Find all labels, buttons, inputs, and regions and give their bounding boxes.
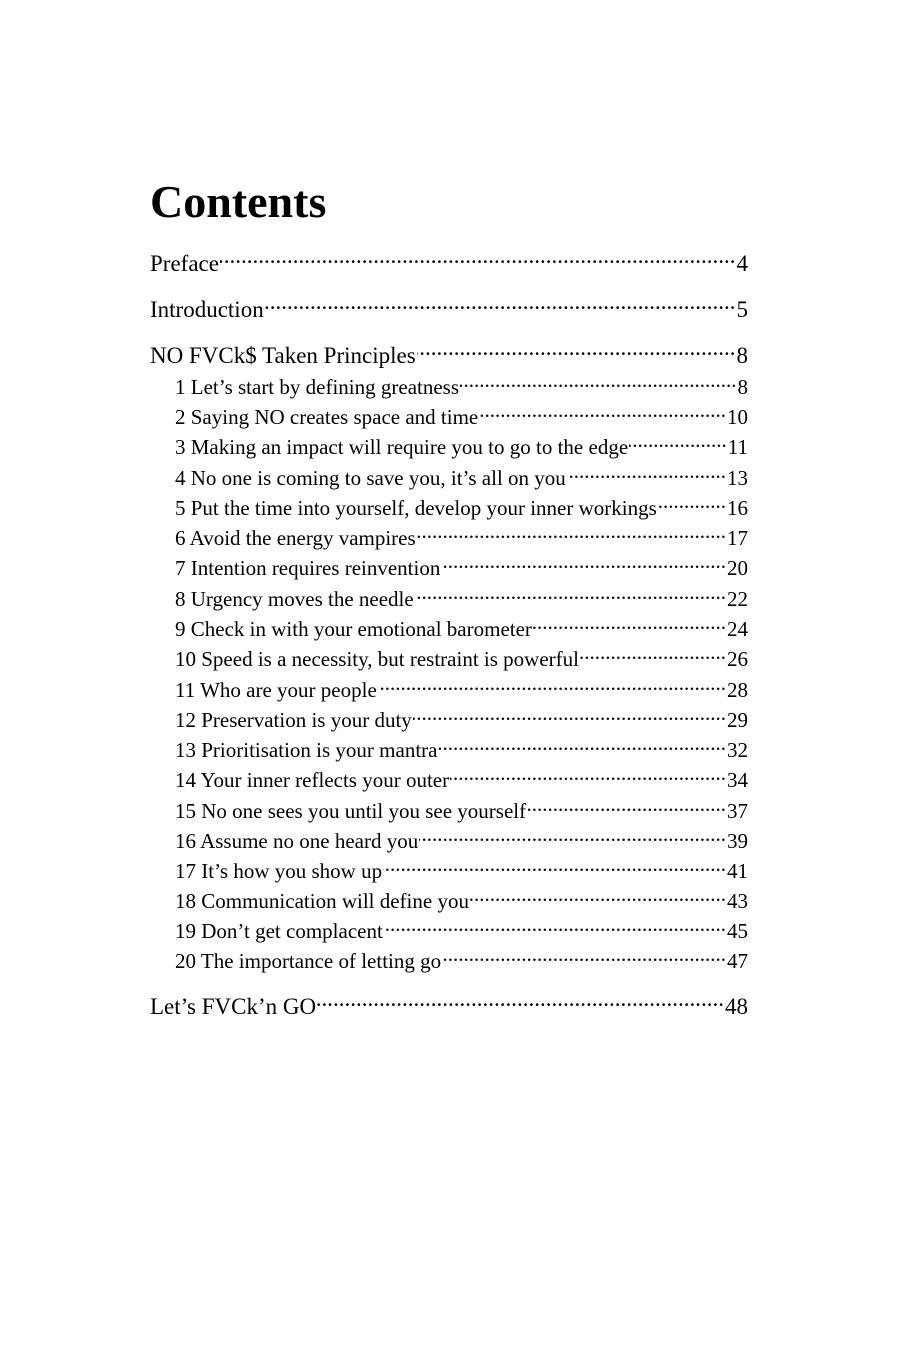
toc-page-number: 20 [727,556,748,580]
dot-leader [460,373,736,394]
toc-entry-label: NO FVCk$ Taken Principles [150,343,416,368]
toc-entry-chapter-3[interactable] [175,433,748,461]
toc-page-number: 16 [727,496,748,520]
dot-leader [442,947,726,968]
toc-entry-label: 7 Intention requires reinvention [175,556,441,580]
toc-entry-label: 1 Let’s start by defining greatness [175,375,460,399]
toc-entry-label: 9 Check in with your emotional barometer [175,617,532,641]
toc-page-number: 24 [727,617,748,641]
toc-entry-chapter-12[interactable] [175,706,748,734]
dot-leader [438,736,726,757]
toc-entry-chapter-10[interactable] [175,645,748,673]
toc-entry-label: 15 No one sees you until you see yourself [175,799,527,823]
toc-entry-label: 20 The importance of letting go [175,949,442,973]
dot-leader [629,433,727,454]
toc-entry-chapter-5[interactable] [175,494,748,522]
toc-page-number: 22 [727,587,748,611]
toc-entry-chapter-17[interactable] [175,857,748,885]
dot-leader [417,340,736,363]
toc-entry-label: 10 Speed is a necessity, but restraint is powerful [175,647,579,671]
toc-page-number: 8 [737,375,748,399]
toc-entry-preface[interactable] [150,248,748,278]
toc-page-number: 26 [727,647,748,671]
toc-entry-chapter-13[interactable] [175,736,748,764]
toc-entry-label: 16 Assume no one heard you [175,829,419,853]
dot-leader [265,294,736,317]
dot-leader [533,615,726,636]
toc-entry-lets-go[interactable] [150,991,748,1021]
toc-entry-label: 19 Don’t get complacent [175,919,383,943]
toc-entry-label: 11 Who are your people [175,678,377,702]
toc-page-number: 10 [727,405,748,429]
toc-page-number: 4 [736,251,748,276]
dot-leader [479,403,726,424]
toc-entry-label: 18 Communication will define you [175,889,469,913]
dot-leader [567,464,726,485]
toc-page-number: 41 [727,859,748,883]
dot-leader [470,887,726,908]
toc-entry-label: Let’s FVCk’n GO [150,994,317,1019]
dot-leader [441,554,726,575]
toc-entry-chapter-7[interactable] [175,554,748,582]
dot-leader [413,706,726,727]
toc-page-number: 43 [727,889,748,913]
toc-entry-label: 5 Put the time into yourself, develop your inner workings [175,496,657,520]
dot-leader [580,645,726,666]
toc-page-number: 17 [727,526,748,550]
dot-leader [417,524,726,545]
toc-entry-label: Preface [150,251,219,276]
toc-page-number: 28 [727,678,748,702]
dot-leader [317,991,724,1014]
toc-entry-chapter-20[interactable] [175,947,748,975]
toc-entry-label: 17 It’s how you show up [175,859,383,883]
toc-entry-chapter-9[interactable] [175,615,748,643]
toc-page-number: 48 [725,994,748,1019]
toc-entry-principles[interactable] [150,340,748,370]
toc-entry-chapter-19[interactable] [175,917,748,945]
dot-leader [384,917,726,938]
toc-entry-chapter-6[interactable] [175,524,748,552]
toc-entry-chapter-1[interactable] [175,373,748,401]
toc-page-number: 11 [727,435,748,459]
toc-entry-chapter-16[interactable] [175,827,748,855]
toc-entry-chapter-14[interactable] [175,766,748,794]
toc-page-number: 34 [727,768,748,792]
dot-leader [220,248,736,271]
toc-entry-introduction[interactable] [150,294,748,324]
toc-entry-chapter-8[interactable] [175,585,748,613]
dot-leader [415,585,726,606]
toc-page-number: 37 [727,799,748,823]
dot-leader [450,766,726,787]
toc-page-number: 32 [727,738,748,762]
dot-leader [419,827,726,848]
toc-entry-label: 4 No one is coming to save you, it’s all on you [175,466,566,490]
dot-leader [383,857,726,878]
toc-page-number: 5 [736,297,748,322]
toc-entry-label: Introduction [150,297,264,322]
dot-leader [658,494,726,515]
page-title: Contents [150,176,327,227]
dot-leader [527,797,726,818]
toc-entry-label: 6 Avoid the energy vampires [175,526,416,550]
toc-page-number: 8 [736,343,748,368]
toc-entry-label: 2 Saying NO creates space and time [175,405,479,429]
toc-page-number: 29 [727,708,748,732]
toc-entry-chapter-4[interactable] [175,464,748,492]
toc-entry-label: 8 Urgency moves the needle [175,587,414,611]
toc-entry-chapter-15[interactable] [175,797,748,825]
toc-entry-label: 13 Prioritisation is your mantra [175,738,438,762]
toc-page-number: 45 [727,919,748,943]
toc-entry-chapter-2[interactable] [175,403,748,431]
toc-page-number: 47 [727,949,748,973]
toc-entry-label: 14 Your inner reflects your outer [175,768,450,792]
toc-page-number: 13 [727,466,748,490]
toc-entry-chapter-11[interactable] [175,676,748,704]
toc-page-number: 39 [727,829,748,853]
toc-entry-chapter-18[interactable] [175,887,748,915]
toc-entry-label: 3 Making an impact will require you to go to the edge [175,435,629,459]
toc-entry-label: 12 Preservation is your duty [175,708,412,732]
dot-leader [378,676,726,697]
